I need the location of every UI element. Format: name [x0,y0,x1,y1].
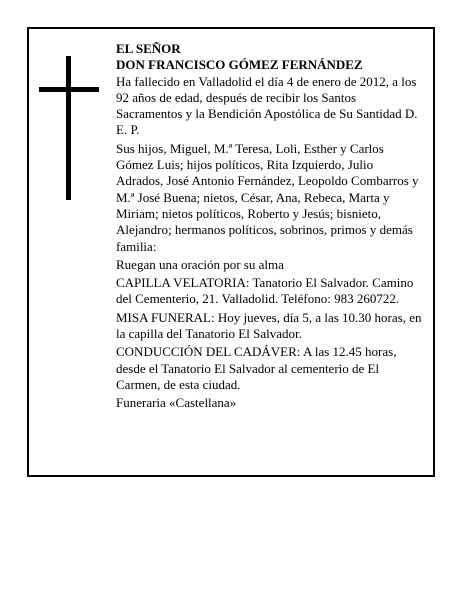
cross-horizontal-bar [39,87,99,92]
cross-vertical-bar [66,56,71,200]
funeral-home: Funeraria «Castellana» [116,395,237,411]
family-list: Sus hijos, Miguel, M.ª Teresa, Loli, Esther y Carlos Gómez Luis; hijos políticos, Rita Izquierdo, Julio Adrados, José Antonio Fernández, Leopoldo Combarros y M.ª José Buena; nietos, César, Ana, Rebeca, Marta y Miriam; nietos políticos, Roberto y Jesús; bisnieto, Alejandro; hermanos políticos, sobrinos, primos y demás familia: [116,140,419,254]
funeral-mass-info: MISA FUNERAL: Hoy jueves, día 5, a las 10.30 horas, en la capilla del Tanatorio El Salvador. [116,309,422,342]
obituary-notice [27,27,435,477]
chapel-info: CAPILLA VELATORIA: Tanatorio El Salvador. Camino del Cementerio, 21. Valladolid. Teléfono: 983 260722. [116,275,414,307]
procession-info: CONDUCCIÓN DEL CADÁVER: A las 12.45 horas, desde el Tanatorio El Salvador al cementerio de El Carmen, de esta ciudad. [116,344,397,392]
prayer-request: Ruegan una oración por su alma [116,256,284,272]
latin-cross-icon [39,56,99,200]
obituary-title: EL SEÑOR [116,41,181,56]
deceased-name: DON FRANCISCO GÓMEZ FERNÁNDEZ [116,57,363,73]
death-notice: Ha fallecido en Valladolid el día 4 de enero de 2012, a los 92 años de edad, después de recibir los Santos Sacramentos y la Bendición Apostólica de Su Santidad D. E. P. [116,73,418,138]
obituary-text [116,41,422,414]
